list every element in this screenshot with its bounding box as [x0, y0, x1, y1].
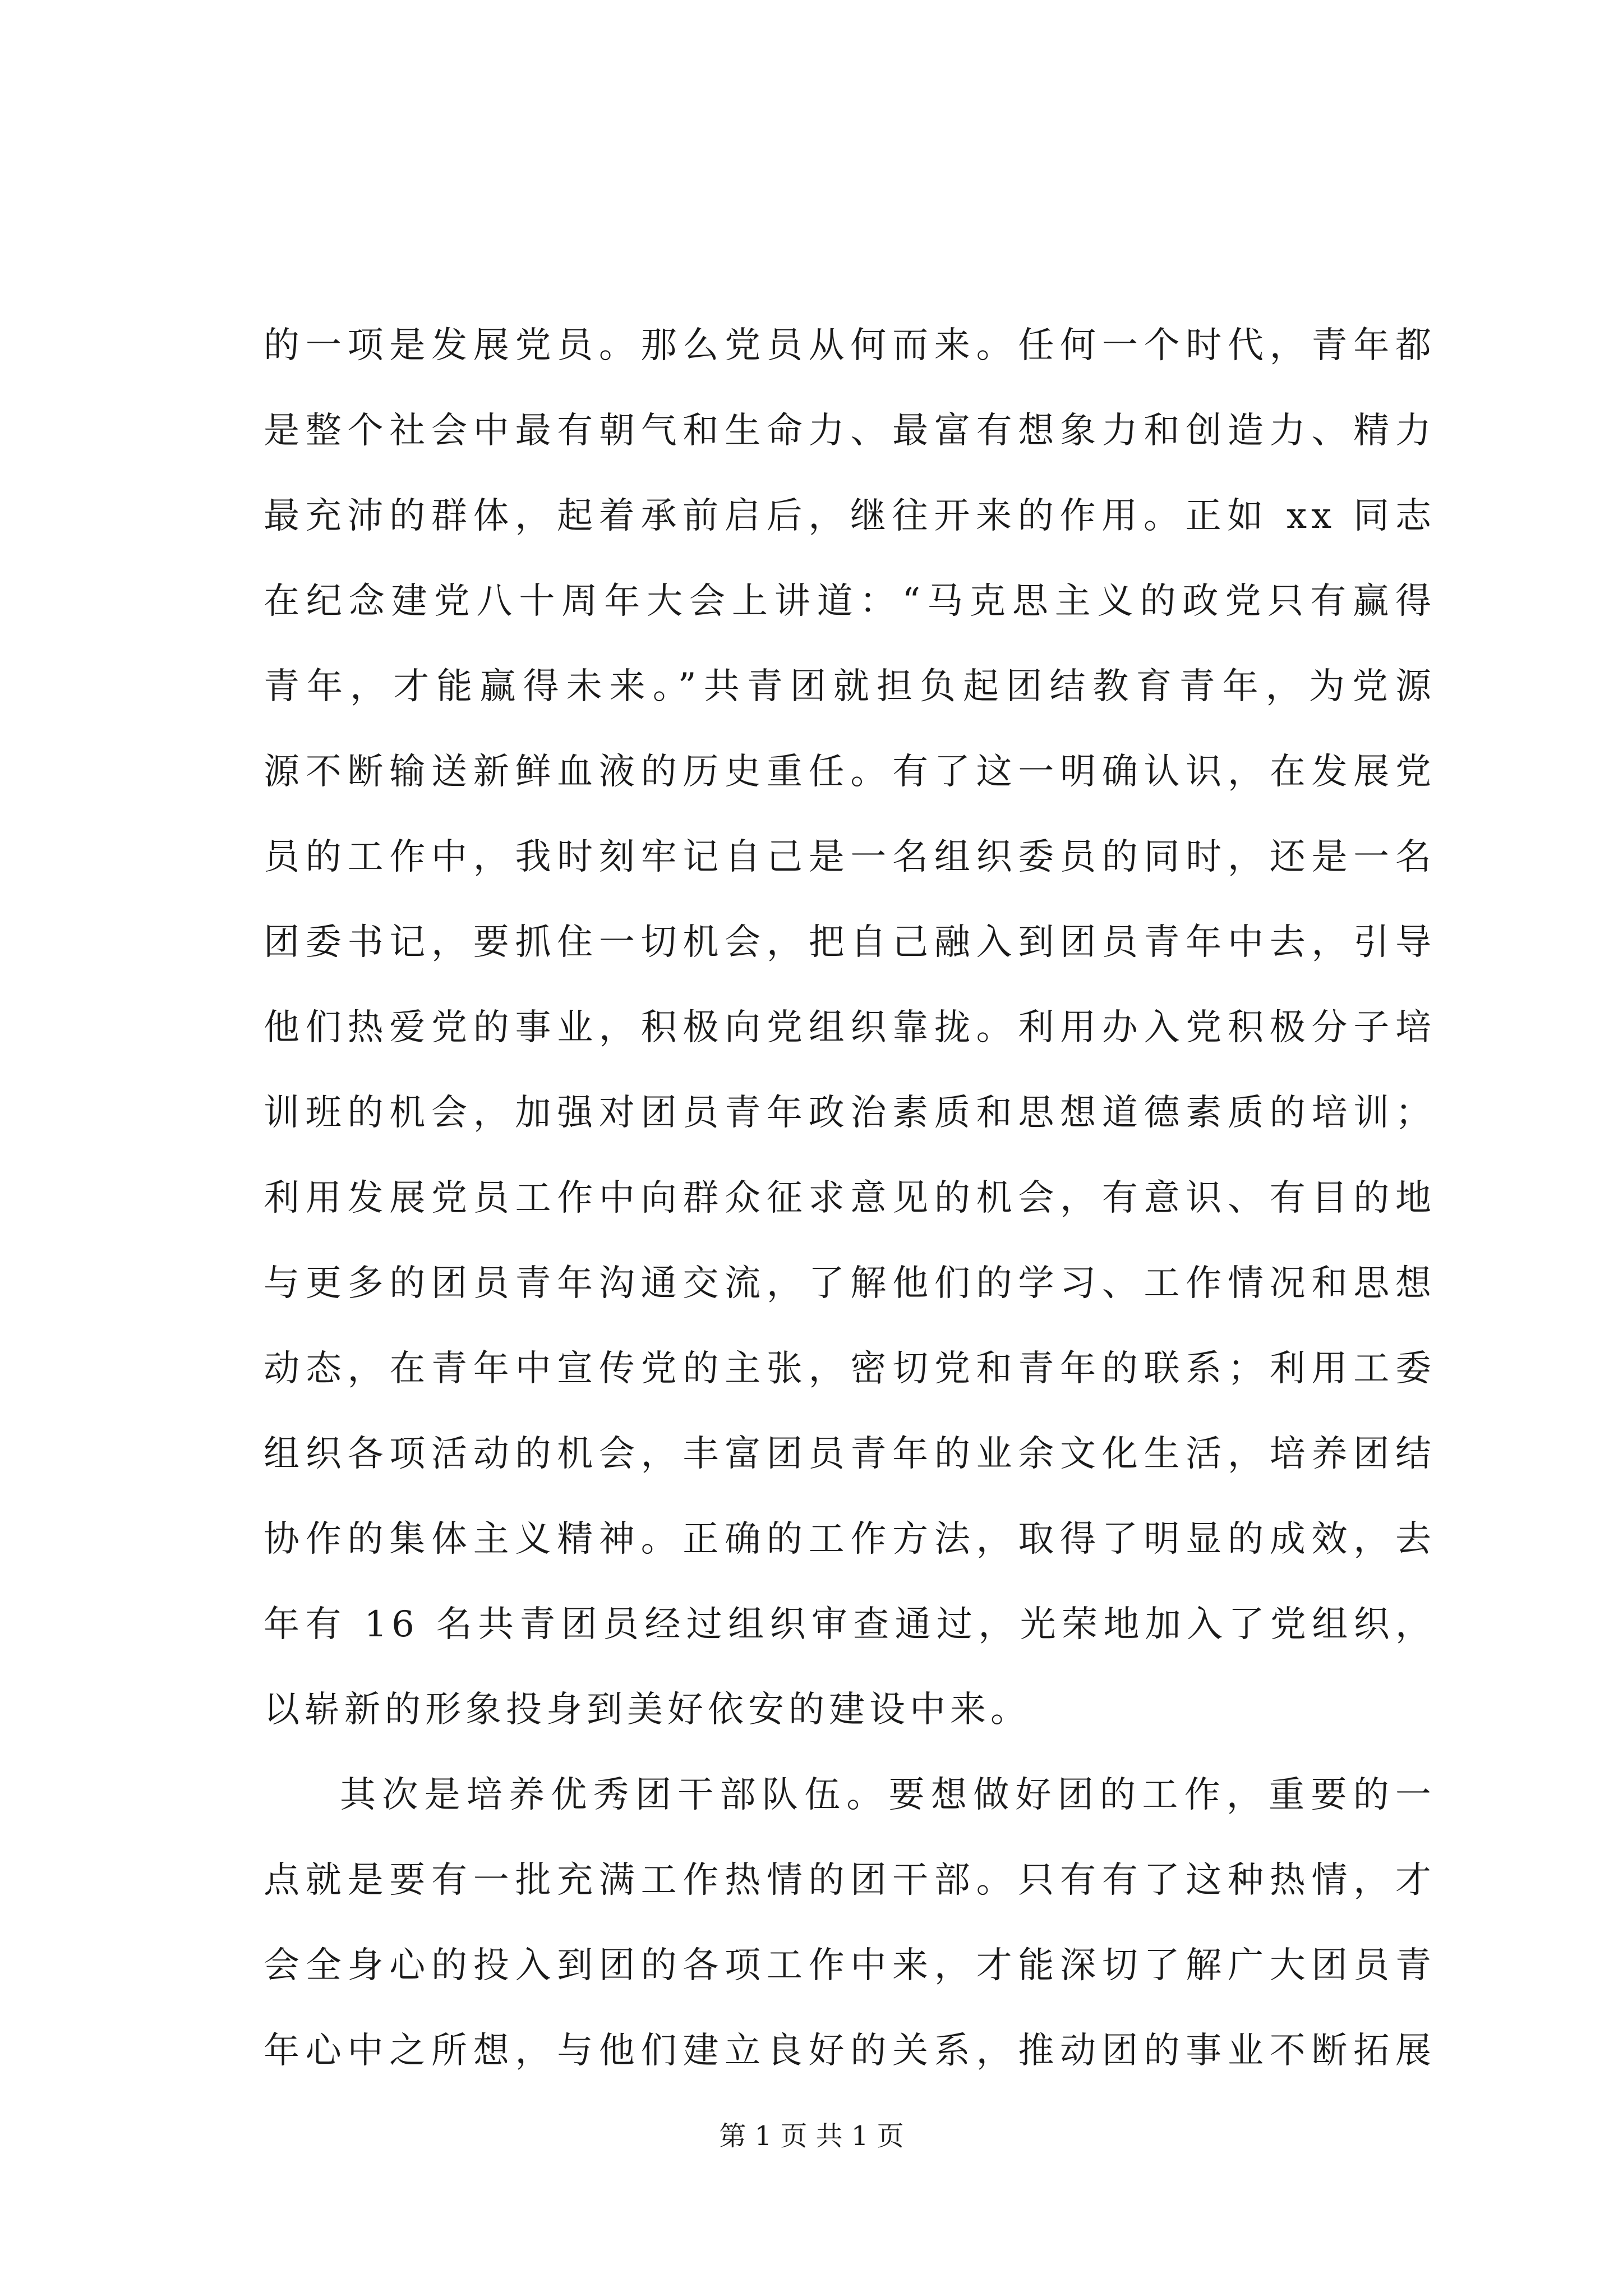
document-body	[264, 303, 1436, 2093]
text-line: 利用发展党员工作中向群众征求意见的机会，有意识、有目的地	[264, 1177, 1436, 1219]
text-line: 训班的机会，加强对团员青年政治素质和思想道德素质的培训；	[264, 1092, 1436, 1134]
text-line: 源不断输送新鲜血液的历史重任。有了这一明确认识，在发展党	[264, 751, 1436, 793]
text-line: 协作的集体主义精神。正确的工作方法，取得了明显的成效，去	[264, 1519, 1436, 1560]
text-line: 动态，在青年中宣传党的主张，密切党和青年的联系；利用工委	[264, 1348, 1436, 1389]
text-line: 年有 16 名共青团员经过组织审查通过，光荣地加入了党组织，	[264, 1604, 1436, 1645]
text-line: 年心中之所想，与他们建立良好的关系，推动团的事业不断拓展	[264, 2030, 1436, 2072]
paragraph-first-line: 其次是培养优秀团干部队伍。要想做好团的工作，重要的一	[340, 1774, 1436, 1816]
text-line: 会全身心的投入到团的各项工作中来，才能深切了解广大团员青	[264, 1945, 1436, 1986]
text-line: 最充沛的群体，起着承前启后，继往开来的作用。正如 xx 同志	[264, 495, 1436, 537]
text-line: 团委书记，要抓住一切机会，把自己融入到团员青年中去，引导	[264, 922, 1436, 963]
text-line: 青年，才能赢得未来。”共青团就担负起团结教育青年，为党源	[264, 666, 1436, 707]
text-line: 员的工作中，我时刻牢记自己是一名组织委员的同时，还是一名	[264, 836, 1436, 878]
text-line: 是整个社会中最有朝气和生命力、最富有想象力和创造力、精力	[264, 410, 1436, 452]
text-line: 与更多的团员青年沟通交流，了解他们的学习、工作情况和思想	[264, 1263, 1436, 1304]
page-footer: 第 1 页 共 1 页	[719, 2120, 904, 2152]
text-line: 点就是要有一批充满工作热情的团干部。只有有了这种热情，才	[264, 1860, 1436, 1901]
text-line: 以崭新的形象投身到美好依安的建设中来。	[264, 1689, 1031, 1731]
text-line: 组织各项活动的机会，丰富团员青年的业余文化生活，培养团结	[264, 1433, 1436, 1475]
text-line: 的一项是发展党员。那么党员从何而来。任何一个时代，青年都	[264, 325, 1436, 366]
text-line: 在纪念建党八十周年大会上讲道：“马克思主义的政党只有赢得	[264, 581, 1436, 622]
text-line: 他们热爱党的事业，积极向党组织靠拢。利用办入党积极分子培	[264, 1007, 1436, 1048]
